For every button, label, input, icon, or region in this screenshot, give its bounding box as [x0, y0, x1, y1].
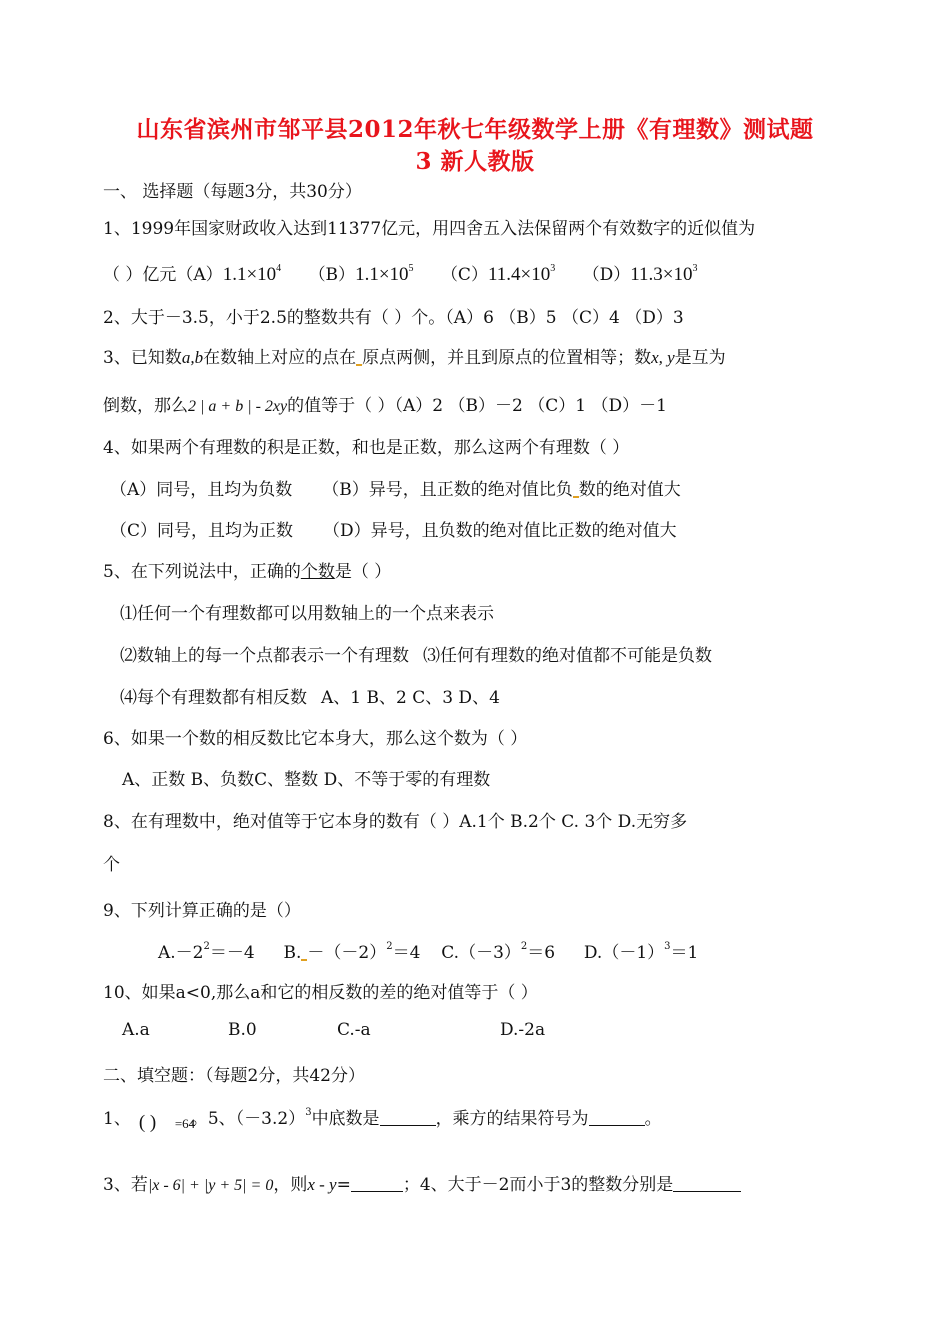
q4-opt-a: （A）同号，且均为负数 — [110, 480, 293, 500]
q1-opt-c-value: $11.4\times 10^3$ — [487, 263, 556, 285]
q8-line2: 个 — [103, 855, 120, 875]
q4-opt-c: （C）同号，且均为正数 — [110, 521, 294, 541]
page-title-line2: 3 新人教版 — [415, 148, 535, 175]
q9-opt-d: $D.(-1)^3=1$ — [583, 941, 699, 963]
fill-5-base-blank[interactable] — [380, 1109, 436, 1126]
q1-options — [103, 260, 698, 286]
q5-options: A、1 B、2 C、3 D、4 — [321, 688, 500, 708]
q1-opt-a-value: $1.1\times 10^4$ — [222, 263, 282, 285]
q4-opt-d: （D）异号，且负数的绝对值比正数的绝对值大 — [323, 521, 677, 541]
q8-line1: 8、在有理数中，绝对值等于它本身的数有（ ）A.1个 B.2个 C. 3个 D.无穷多 — [103, 812, 688, 832]
q3-vars-ab: a,b — [181, 348, 204, 367]
q1-opt-a-label: （A） — [176, 265, 223, 285]
fill-1-expression: ( ) =64 — [138, 1112, 196, 1133]
q5-statements-2-3 — [120, 641, 712, 666]
q1-opt-b-value: $1.1\times 10^5$ — [355, 263, 414, 285]
q9-opt-c: $C.(-3)^2=6$ — [441, 941, 556, 963]
q1-opt-d-label: （D） — [582, 265, 631, 285]
q3-line1: 3、已知数a,b在数轴上对应的点在 原点两侧，并且到原点的位置相等；数x, y是互为 — [103, 348, 726, 368]
fill-4-blank[interactable] — [673, 1175, 741, 1192]
q5-statement-2: ⑵数轴上的每一个点都表示一个有理数 — [120, 646, 409, 666]
page-title-line1: 山东省滨州市邹平县2012年秋七年级数学上册《有理数》测试题 — [136, 116, 814, 143]
q9-opt-a: $A.-2^2=-4$ — [158, 941, 255, 963]
q5-statement-4-options — [120, 683, 500, 708]
q10-opt-d: D.-2a — [500, 1020, 546, 1040]
q5-statement-4: ⑷每个有理数都有相反数 — [120, 688, 307, 708]
section2-heading: 二、填空题：（每题2分，共42分） — [103, 1066, 365, 1086]
q9-stem: 9、下列计算正确的是（） — [103, 901, 301, 921]
fill-1-5: 1、 ( ) =64 。5、$(-3.2)^3$中底数是 ，乘方的结果符号为 。 — [103, 1104, 662, 1129]
q5-stem: 5、在下列说法中，正确的个数是（ ） — [103, 562, 392, 582]
q9-opt-b: B. $-(-2)^2=4$ — [283, 941, 421, 963]
fill-3-expression: |x - 6| + |y + 5| = 0 — [147, 1177, 274, 1194]
q10-opt-a: A.a — [122, 1020, 150, 1040]
q6-options: A、正数 B、负数C、整数 D、不等于零的有理数 — [122, 770, 491, 790]
q10-stem: 10、如果a<0,那么a和它的相反数的差的绝对值等于（ ） — [103, 983, 538, 1003]
q2-text: 2、大于－3.5，小于2.5的整数共有（ ）个。（A）6 （B）5 （C）4 （D）3 — [103, 308, 684, 328]
q1-opt-c-label: （C） — [440, 265, 488, 285]
fill-5-sign-blank[interactable] — [589, 1109, 645, 1126]
fill-3-xy: x - y — [307, 1175, 337, 1194]
q1-paren: （ ）亿元 — [103, 265, 177, 285]
q3-expression: 2 | a + b | - 2xy — [188, 398, 288, 415]
q4-options-ab — [110, 475, 681, 500]
q10-opt-c: C.-a — [337, 1020, 371, 1040]
q5-statement-3: ⑶任何有理数的绝对值都不可能是负数 — [423, 646, 712, 666]
q6-stem: 6、如果一个数的相反数比它本身大，那么这个数为（ ） — [103, 729, 528, 749]
q4-options-cd — [110, 516, 677, 541]
q1-opt-b-label: （B） — [308, 265, 356, 285]
q10-opt-b: B.0 — [228, 1020, 257, 1040]
q3-vars-xy: x, y — [651, 348, 675, 367]
fill-3-4: 3、若|x - 6| + |y + 5| = 0，则x - y= ；4、大于－2而小于3的整数分别是 — [103, 1170, 741, 1195]
q5-statement-1: ⑴任何一个有理数都可以用数轴上的一个点来表示 — [120, 604, 494, 624]
section1-heading: 一、 选择题（每题3分，共30分） — [103, 182, 362, 202]
fill-3-blank[interactable] — [351, 1175, 403, 1192]
q9-options — [158, 938, 698, 963]
q4-opt-b: （B）异号，且正数的绝对值比负 数的绝对值大 — [322, 480, 681, 500]
q1-opt-d-value: $11.3\times 10^3$ — [630, 263, 698, 285]
q5-underlined-word: 个数 — [300, 562, 335, 582]
q3-line2: 倒数，那么2 | a + b | - 2xy的值等于（ ）（A）2 （B）－2 （C）1 （D）－1 — [103, 396, 667, 416]
q4-stem: 4、如果两个有理数的积是正数，和也是正数，那么这两个有理数（ ） — [103, 438, 630, 458]
q1-stem: 1、1999年国家财政收入达到11377亿元，用四舍五入法保留两个有效数字的近似值为 — [103, 219, 756, 239]
